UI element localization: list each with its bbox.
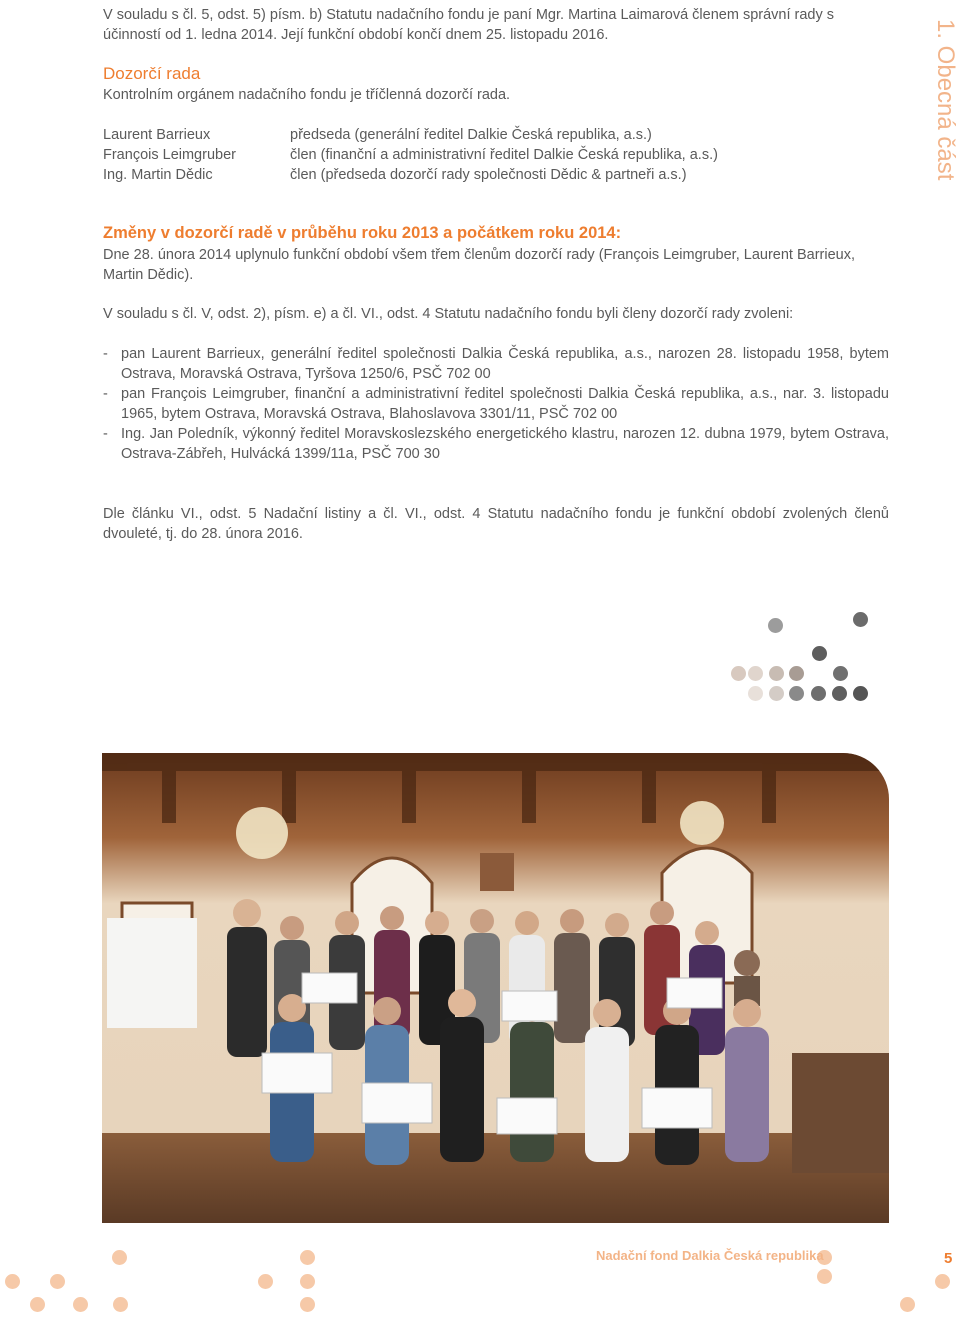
decor-dot (811, 686, 826, 701)
decor-dot (748, 686, 763, 701)
board-member-name: François Leimgruber (103, 147, 236, 163)
decor-dot (30, 1297, 45, 1312)
decor-dot (73, 1297, 88, 1312)
list-item (103, 384, 889, 424)
changes-heading: Změny v dozorčí radě v průběhu roku 2013 a počátkem roku 2014: (103, 224, 622, 242)
elected-members-list (103, 344, 889, 464)
decor-dot (748, 666, 763, 681)
supervisory-heading: Dozorčí rada (103, 64, 201, 83)
decor-dot (817, 1269, 832, 1284)
decor-dot (832, 686, 847, 701)
decor-dot (300, 1250, 315, 1265)
decor-dot (112, 1250, 127, 1265)
board-member-name: Ing. Martin Dědic (103, 167, 213, 183)
decor-dot (853, 612, 868, 627)
group-photo (102, 753, 889, 1223)
decor-dot (50, 1274, 65, 1289)
decor-dot (300, 1297, 315, 1312)
list-item (103, 344, 889, 384)
board-member-role: člen (finanční a administrativní ředitel Dalkie Česká republika, a.s.) (290, 147, 718, 163)
list-item (103, 424, 889, 464)
list-item-text: pan Laurent Barrieux, generální ředitel společnosti Dalkia Česká republika, a.s., narozen 28. listopadu 1958, bytem Ostrava, Moravská Ostrava, Tyršova 1250/6, PSČ 702 00 (121, 346, 889, 382)
decor-dot (853, 686, 868, 701)
decor-dot (768, 618, 783, 633)
page-number: 5 (944, 1250, 953, 1267)
decor-dot (5, 1274, 20, 1289)
changes-paragraph: Dne 28. února 2014 uplynulo funkční období všem třem členům dozorčí rady (François Leimgruber, Laurent Barrieux, Martin Dědic). (103, 247, 855, 283)
decor-dot (731, 666, 746, 681)
board-member-role: člen (předseda dozorčí rady společnosti Dědic & partneři a.s.) (290, 167, 687, 183)
board-member-name: Laurent Barrieux (103, 127, 211, 143)
intro-paragraph: V souladu s čl. 5, odst. 5) písm. b) Statutu nadačního fondu je paní Mgr. Martina Laimarová členem správní rady s účinností od 1. ledna 2014. Její funkční období končí dnem 25. listopadu 2016. (103, 7, 835, 43)
decor-dot (900, 1297, 915, 1312)
group-photo-illustration (102, 753, 889, 1223)
decor-dot (789, 666, 804, 681)
decor-dot (833, 666, 848, 681)
footer-org-name: Nadační fond Dalkia Česká republika (596, 1248, 824, 1263)
decor-dot (258, 1274, 273, 1289)
decor-dot (812, 646, 827, 661)
decor-dot (935, 1274, 950, 1289)
decor-dot (789, 686, 804, 701)
bullet-marker: - (103, 346, 108, 362)
decor-dot (300, 1274, 315, 1289)
changes-paragraph: V souladu s čl. V, odst. 2), písm. e) a čl. VI., odst. 4 Statutu nadačního fondu byli členy dozorčí rady zvoleni: (103, 306, 794, 322)
decor-dot (769, 686, 784, 701)
board-member-role: předseda (generální ředitel Dalkie Česká republika, a.s.) (290, 127, 652, 143)
bullet-marker: - (103, 426, 108, 442)
decor-dot (113, 1297, 128, 1312)
supervisory-subtitle: Kontrolním orgánem nadačního fondu je tříčlenná dozorčí rada. (103, 87, 511, 103)
list-item-text: pan François Leimgruber, finanční a administrativní ředitel společnosti Dalkia Česká republika, a.s., nar. 3. listopadu 1965, bytem Ostrava, Moravská Ostrava, Blahoslavova 3301/11, PSČ 702 00 (121, 386, 889, 422)
term-paragraph: Dle článku VI., odst. 5 Nadační listiny a čl. VI., odst. 4 Statutu nadačního fondu je funkční období zvolených členů dvouleté, tj. do 28. února 2016. (103, 506, 889, 542)
list-item-text: Ing. Jan Poledník, výkonný ředitel Moravskoslezského energetického klastru, narozen 12. dubna 1979, bytem Ostrava, Ostrava-Zábřeh, Hulvácká 1399/11a, PSČ 700 30 (121, 426, 889, 462)
bullet-marker: - (103, 386, 108, 402)
section-title: 1. Obecná část (932, 18, 959, 180)
decor-dot (769, 666, 784, 681)
